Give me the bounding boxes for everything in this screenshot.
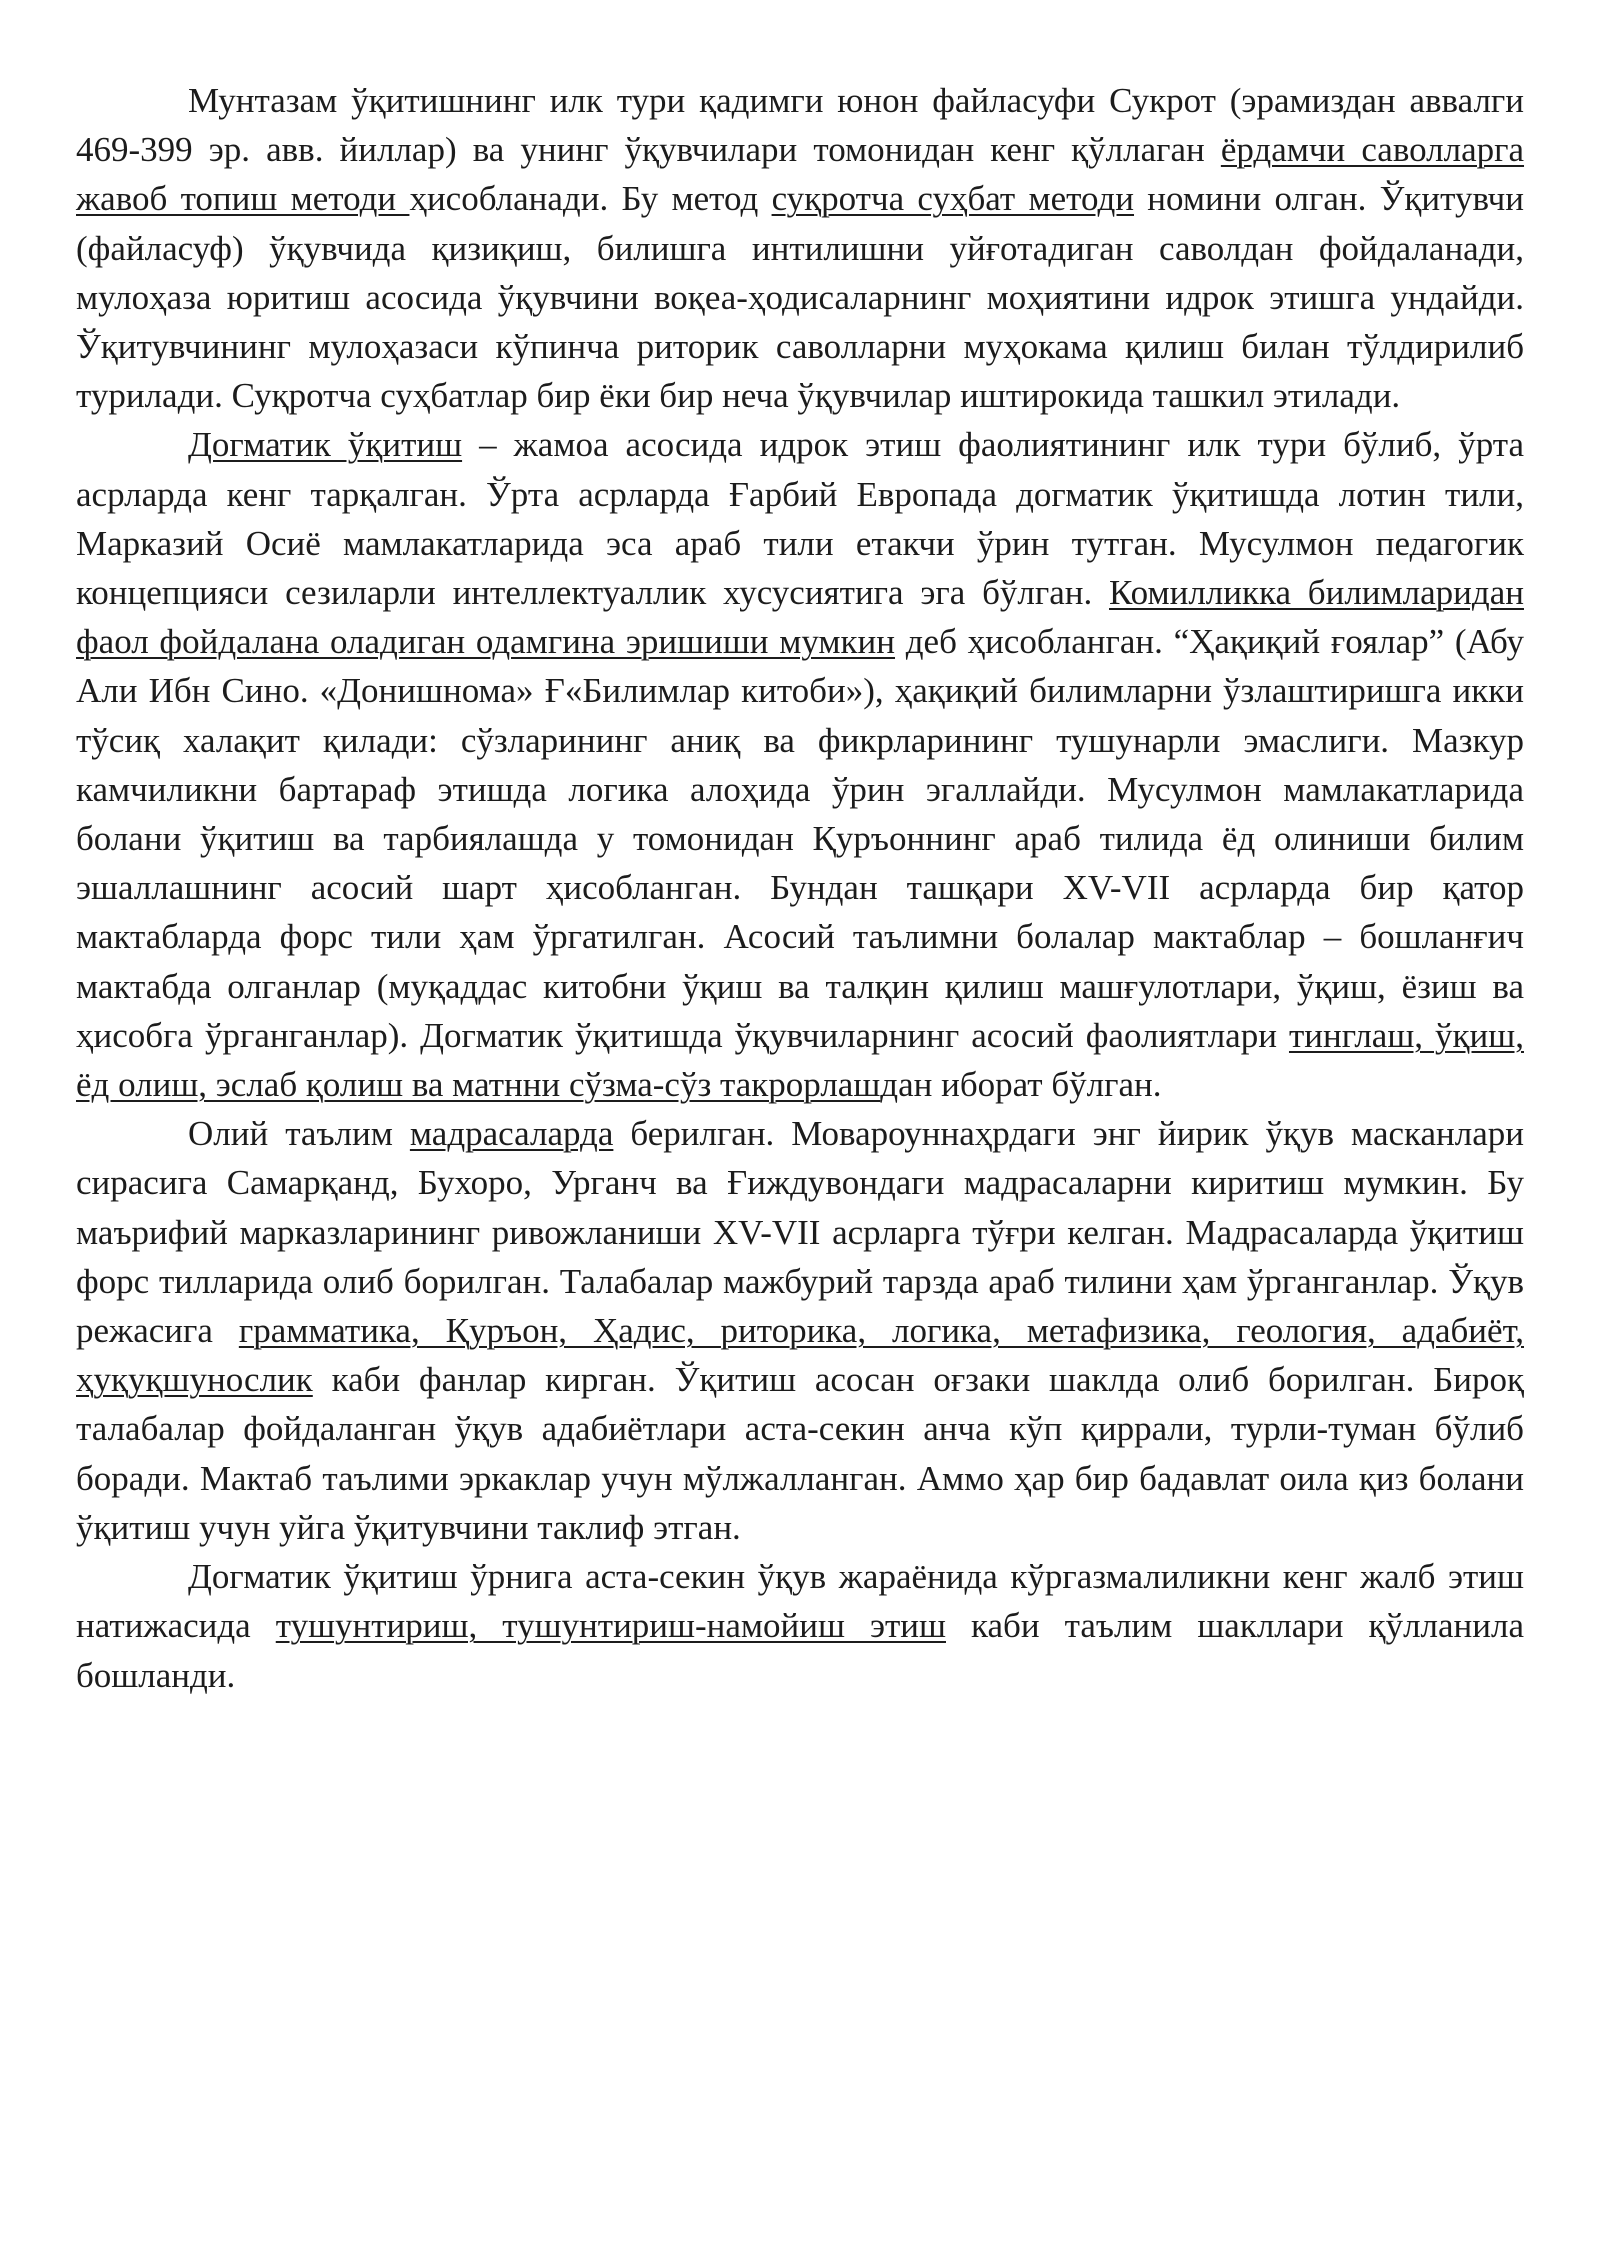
- paragraph-dogmatic-teaching: [76, 420, 1524, 1109]
- text-segment: берилган. Мовароуннаҳрдаги энг йирик ўқув масканлари сирасига Самарқанд, Бухоро, Урганч ва Ғиждувондаги мадрасаларни киритиш мумкин. Бу маърифий марказларининг ривожланиши XV-VII асрларга тўғри келган. Мадрасаларда ўқитиш форс тилларида олиб борилган. Талабалар мажбурий тарзда араб тилини ҳам ўрганганлар. Ўқув режасига: [76, 1114, 1525, 1351]
- text-segment: каби таълим шакллари қўлланила бошланди.: [76, 1606, 1524, 1695]
- underlined-term: ёрдамчи саволларга жавоб топиш методи: [76, 130, 1525, 219]
- underlined-term: грамматика, Қуръон, Ҳадис, риторика, логика, метафизика, геология, адабиёт, ҳуқуқшунослик: [76, 1311, 1524, 1400]
- underlined-term: Догматик ўқитиш: [188, 425, 463, 465]
- text-segment: ҳисобланади. Бу метод: [409, 179, 772, 219]
- text-segment: каби фанлар кирган. Ўқитиш асосан оғзаки шаклда олиб борилган. Бироқ талабалар фойдаланган ўқув адабиётлари аста-секин анча кўп қиррали, турли-туман бўлиб боради. Мактаб таълими эркаклар учун мўлжалланган. Аммо ҳар бир бадавлат оила қиз болани ўқитиш учун уйга ўқитувчини таклиф этган.: [76, 1360, 1524, 1547]
- underlined-term: Комилликка билимларидан фаол фойдалана оладиган одамгина эришиши мумкин: [76, 573, 1524, 662]
- paragraph-socratic-method: [76, 76, 1524, 420]
- text-segment: Мунтазам ўқитишнинг илк тури қадимги юнон файласуфи Сукрот (эрамиздан аввалги 469-399 эр. авв. йиллар) ва унинг ўқувчилари томонидан кенг қўллаган: [76, 81, 1524, 170]
- text-segment: деб ҳисобланган. “Ҳақиқий ғоялар” (Абу Али Ибн Сино. «Донишнома» Ғ«Билимлар китоби»), ҳақиқий билимларни ўзлаштиришга икки тўсиқ халақит қилади: сўзларининг аниқ ва фикрларининг тушунарли эмаслиги. Мазкур камчиликни бартараф этишда логика алоҳида ўрин эгаллайди. Мусулмон мамлакатларида болани ўқитиш ва тарбиялашда у томонидан Қуръоннинг араб тилида ёд олиниши билим эшаллашнинг асосий шарт ҳисобланган. Бундан ташқари XV-VII асрларда бир қатор мактабларда форс тили ҳам ўргатилган. Асосий таълимни болалар мактаблар – бошланғич мактабда олганлар (муқаддас китобни ўқиш ва талқин қилиш машғулотлари, ўқиш, ёзиш ва ҳисобга ўрганганлар). Догматик ўқитишда ўқувчиларнинг асосий фаолиятлари: [76, 622, 1524, 1055]
- underlined-term: тушунтириш, тушунтириш-намойиш этиш: [275, 1606, 946, 1646]
- text-segment: дан иборат бўлган.: [880, 1065, 1162, 1105]
- text-segment: Олий таълим: [188, 1114, 410, 1154]
- text-segment: Догматик ўқитиш ўрнига аста-секин ўқув жараёнида кўргазмалиликни кенг жалб этиш натижасида: [76, 1557, 1524, 1646]
- underlined-term: мадрасаларда: [409, 1114, 614, 1154]
- underlined-term: суқротча суҳбат методи: [771, 179, 1135, 219]
- paragraph-madrasas: [76, 1109, 1524, 1552]
- paragraph-visual-teaching: [76, 1552, 1524, 1700]
- text-segment: – жамоа асосида идрок этиш фаолиятининг илк тури бўлиб, ўрта асрларда кенг тарқалган. Ўрта асрларда Ғарбий Европада догматик ўқитишда лотин тили, Марказий Осиё мамлакатларида эса араб тили етакчи ўрин тутган. Мусулмон педагогик концепцияси сезиларли интеллектуаллик хусусиятига эга бўлган.: [76, 425, 1524, 613]
- text-segment: номини олган. Ўқитувчи (файласуф) ўқувчида қизиқиш, билишга интилишни уйғотадиган саволдан фойдаланади, мулоҳаза юритиш асосида ўқувчини воқеа-ҳодисаларнинг моҳиятини идрок этишга ундайди. Ўқитувчининг мулоҳазаси кўпинча риторик саволларни муҳокама қилиш билан тўлдирилиб турилади. Суқротча суҳбатлар бир ёки бир неча ўқувчилар иштирокида ташкил этилади.: [76, 179, 1524, 416]
- underlined-term: тинглаш, ўқиш, ёд олиш, эслаб қолиш ва матнни сўзма-сўз такрорлаш: [76, 1015, 1524, 1105]
